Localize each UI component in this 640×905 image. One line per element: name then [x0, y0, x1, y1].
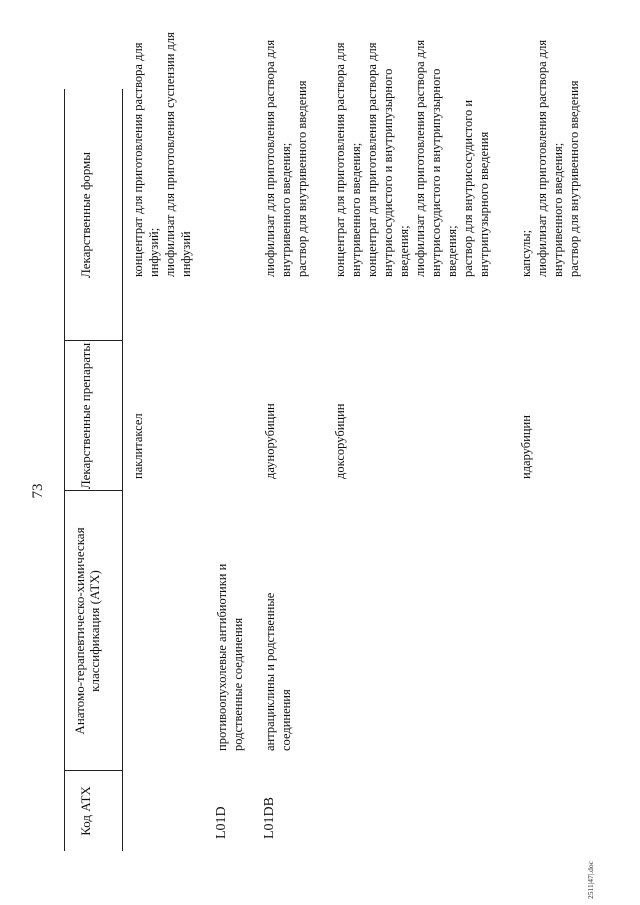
form-line: инфузий: [179, 231, 193, 277]
classification-line: соединения: [279, 689, 293, 751]
classification-line: родственные соединения: [231, 617, 245, 751]
atx-code: L01D: [214, 806, 229, 839]
form-line: лиофилизат для приготовления раствора для: [263, 39, 277, 277]
column-divider-1: [64, 770, 122, 771]
form-line: концентрат для приготовления раствора для: [333, 42, 347, 277]
classification-line: противоопухолевые антибиотики и: [215, 563, 229, 751]
classification-line: антрациклины и родственные: [263, 592, 277, 751]
header-code: Код АТХ: [78, 786, 93, 836]
form-line: концентрат для приготовления раствора для: [131, 42, 145, 277]
form-line: раствор для внутривенного введения: [567, 80, 581, 277]
form-line: внутрисосудистого и внутрипузырного: [429, 68, 443, 277]
drug-name: даунорубицин: [263, 403, 277, 479]
column-divider-3: [64, 340, 122, 341]
form-line: внутривенного введения;: [349, 142, 363, 277]
form-line: концентрат для приготовления раствора для: [365, 42, 379, 277]
form-line: внутривенного введения;: [279, 142, 293, 277]
form-line: капсулы;: [519, 229, 533, 277]
table-top-border: [64, 89, 65, 851]
footer-document-code: 2511|47|.doc: [586, 861, 595, 899]
atx-table: [64, 32, 604, 851]
header-classification: Анатомо-терапевтическо-химическая классификация (АТХ): [72, 527, 102, 735]
form-line: внутривенного введения;: [551, 142, 565, 277]
form-line: лиофилизат для приготовления суспензии для: [163, 32, 177, 277]
header-forms: Лекарственные формы: [78, 151, 93, 279]
drug-name: идарубицин: [519, 415, 533, 479]
form-line: внутрипузырного введения: [477, 131, 491, 277]
drug-name: паклитаксел: [131, 413, 145, 479]
drug-name: доксорубицин: [333, 403, 347, 479]
page-number: 73: [30, 483, 46, 499]
form-line: инфузий;: [147, 227, 161, 277]
form-line: лиофилизат для приготовления раствора для: [413, 39, 427, 277]
column-divider-2: [64, 490, 122, 491]
form-line: раствор для внутривенного введения: [295, 80, 309, 277]
form-line: раствор для внутрисосудистого и: [461, 99, 475, 277]
atx-code: L01DB: [262, 797, 277, 839]
form-line: введения;: [445, 225, 459, 277]
form-line: введения;: [397, 225, 411, 277]
form-line: внутрисосудистого и внутрипузырного: [381, 68, 395, 277]
header-drugs: Лекарственные препараты: [78, 342, 93, 490]
form-line: лиофилизат для приготовления раствора для: [535, 39, 549, 277]
header-bottom-border: [122, 89, 123, 851]
